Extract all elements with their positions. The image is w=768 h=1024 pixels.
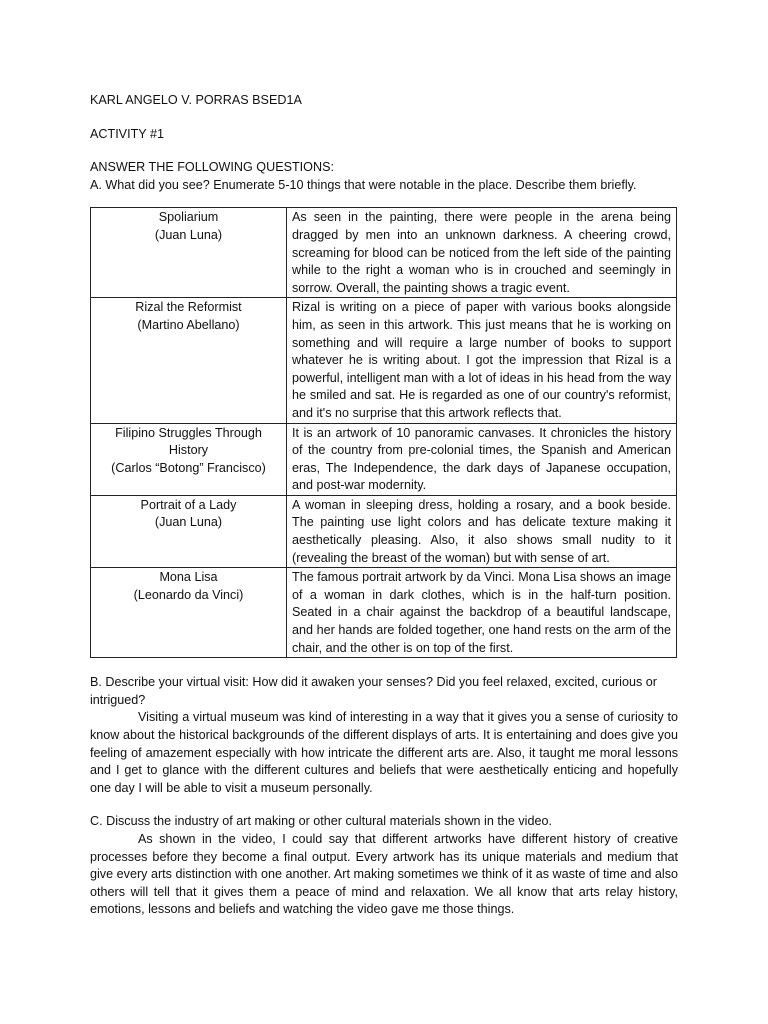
artwork-title: Mona Lisa [159, 570, 218, 585]
artwork-description: A woman in sleeping dress, holding a rosary, and a book beside. The painting use light colors and has delicate texture making it aesthetically pleasing. Also, it also shows small nudity to it (revealing the breast of the woman) but with sense of art. [287, 495, 677, 567]
artwork-title: Portrait of a Lady [140, 497, 237, 512]
section-b [90, 674, 678, 797]
artwork-title-cell [91, 208, 287, 298]
activity-title: ACTIVITY #1 [90, 126, 164, 141]
artwork-description: As seen in the painting, there were people in the arena being dragged by men into an unknown darkness. A cheering crowd, screaming for blood can be noticed from the left side of the painting while to the right a woman who is in crouched and seemingly in sorrow. Overall, the painting shows a tragic event. [287, 208, 677, 298]
artwork-artist: (Martino Abellano) [137, 317, 240, 332]
table-row [91, 568, 677, 658]
artwork-description: It is an artwork of 10 panoramic canvases. It chronicles the history of the country from pre-colonial times, the Spanish and American eras, The Independence, the dark days of Japanese occupation, and post-war modernity. [287, 423, 677, 495]
table-row [91, 495, 677, 567]
artwork-description: The famous portrait artwork by da Vinci. Mona Lisa shows an image of a woman in dark clothes, which is in the half-turn position. Seated in a chair against the backdrop of a beautiful landscape, and her hands are folded together, one hand rests on the arm of the chair, and the other is on top of the first. [287, 568, 677, 658]
question-a: A. What did you see? Enumerate 5-10 things that were notable in the place. Describe them briefly. [90, 177, 637, 192]
artwork-description: Rizal is writing on a piece of paper with various books alongside him, as seen in this artwork. This just means that he is working on something and will require a large number of books to support whatever he is writing about. I got the impression that Rizal is a powerful, intelligent man with a lot of ideas in his head from the way he smiled and sat. He is regarded as one of our country's reformist, and it's no surprise that this artwork reflects that. [287, 298, 677, 423]
artwork-title-cell [91, 423, 287, 495]
table-row [91, 208, 677, 298]
question-c: C. Discuss the industry of art making or other cultural materials shown in the video. [90, 814, 552, 829]
section-c [90, 813, 678, 919]
artwork-title-cell [91, 568, 287, 658]
artwork-title-cell [91, 495, 287, 567]
table-row [91, 423, 677, 495]
artwork-title: Rizal the Reformist [135, 300, 242, 315]
instructions-heading: ANSWER THE FOLLOWING QUESTIONS: [90, 160, 334, 175]
artwork-title: Spoliarium [158, 210, 219, 225]
artwork-artist: (Juan Luna) [154, 515, 223, 530]
table-row [91, 298, 677, 423]
question-b: B. Describe your virtual visit: How did it awaken your senses? Did you feel relaxed, excited, curious or intrigued? [90, 675, 657, 707]
artwork-artist: (Leonardo da Vinci) [133, 587, 244, 602]
artwork-title-cell [91, 298, 287, 423]
artwork-title: Filipino Struggles Through [115, 425, 262, 440]
answer-b: Visiting a virtual museum was kind of interesting in a way that it gives you a sense of curiosity to know about the historical backgrounds of the different displays of arts. It is entertaining and does give you feeling of amazement especially with how intricate the different arts are. Also, it taught me moral lessons and I get to glance with the different cultures and beliefs that were aesthetically enticing and hopefully one day I will be able to visit a museum personally. [90, 710, 678, 795]
artwork-artist: (Carlos “Botong” Francisco) [111, 460, 266, 475]
artwork-title-continued: History [168, 443, 209, 458]
answer-c: As shown in the video, I could say that different artworks have different history of creative processes before they become a final output. Every artwork has its unique materials and medium that give every arts distinction with one another. Art making sometimes we think of it as waste of time and also others will tell that it gives them a peace of mind and relaxation. We all know that arts relay history, emotions, lessons and beliefs and watching the video gave me those things. [90, 831, 678, 917]
author-line: KARL ANGELO V. PORRAS BSED1A [90, 93, 302, 107]
artwork-artist: (Juan Luna) [154, 227, 223, 242]
artworks-table [90, 207, 677, 658]
